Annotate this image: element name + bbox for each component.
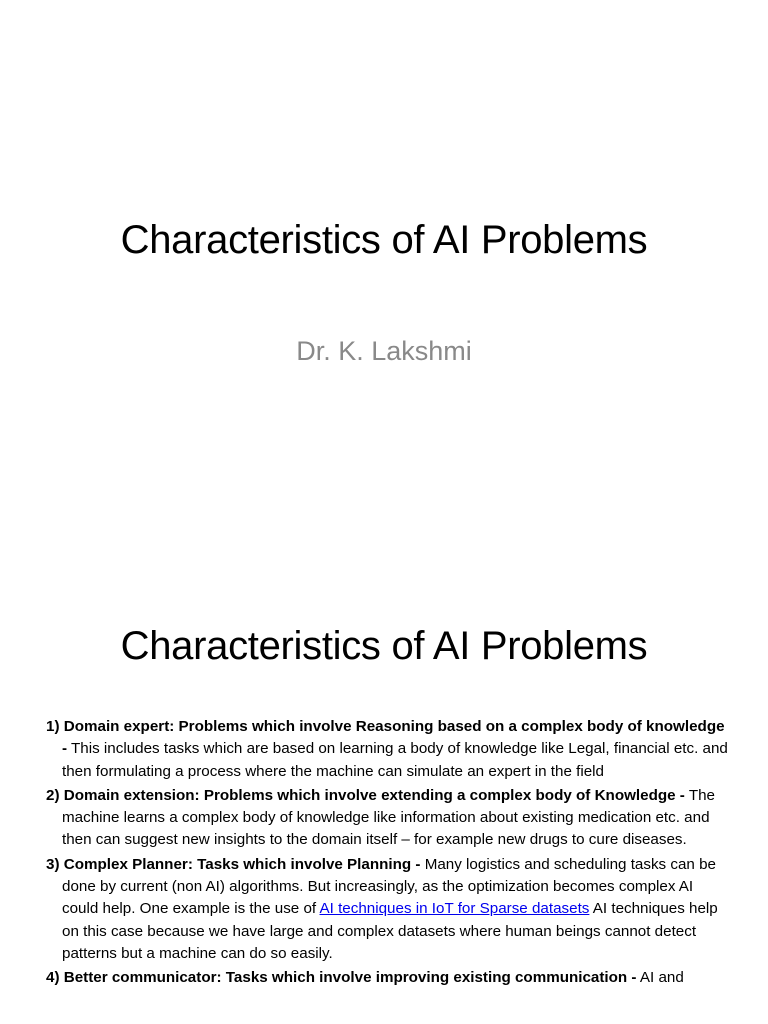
item-heading: Domain expert: Problems which involve Reasoning based on a complex body of knowledge - bbox=[62, 718, 725, 758]
list-item bbox=[46, 716, 730, 783]
slide-author: Dr. K. Lakshmi bbox=[296, 336, 472, 366]
item-body: AI and bbox=[639, 969, 684, 987]
item-number: 3) bbox=[46, 855, 60, 873]
characteristics-list bbox=[46, 716, 730, 992]
list-item bbox=[46, 967, 730, 989]
slide-title: Characteristics of AI Problems bbox=[120, 624, 648, 668]
item-number: 2) bbox=[46, 786, 60, 804]
content-slide bbox=[0, 576, 768, 1024]
item-body: This includes tasks which are based on learning a body of knowledge like Legal, financial etc. and then formulating a process where the machine can simulate an expert in the field bbox=[62, 740, 728, 780]
item-heading: Better communicator: Tasks which involve improving existing communication - bbox=[63, 969, 637, 987]
item-number: 1) bbox=[46, 718, 60, 735]
list-item bbox=[46, 854, 730, 965]
item-heading: Complex Planner: Tasks which involve Planning - bbox=[63, 855, 421, 873]
item-body-continued: AI techniques help on this case because we have large and complex datasets where human beings cannot detect patterns but a machine can do so easily. bbox=[62, 900, 718, 962]
item-body: Many logistics and scheduling tasks can be done by current (non AI) algorithms. But increasingly, as the optimization becomes complex AI could help. One example is the use of bbox=[62, 855, 716, 918]
item-number: 4) bbox=[46, 969, 60, 987]
item-body: The machine learns a complex body of knowledge like information about existing medication etc. and then can suggest new insights to the domain itself – for example new drugs to cure diseases. bbox=[62, 786, 715, 849]
iot-sparse-datasets-link[interactable]: AI techniques in IoT for Sparse datasets bbox=[319, 900, 590, 918]
item-heading: Domain extension: Problems which involve extending a complex body of Knowledge - bbox=[63, 786, 685, 804]
list-item bbox=[46, 785, 730, 852]
slide-title: Characteristics of AI Problems bbox=[120, 218, 648, 262]
